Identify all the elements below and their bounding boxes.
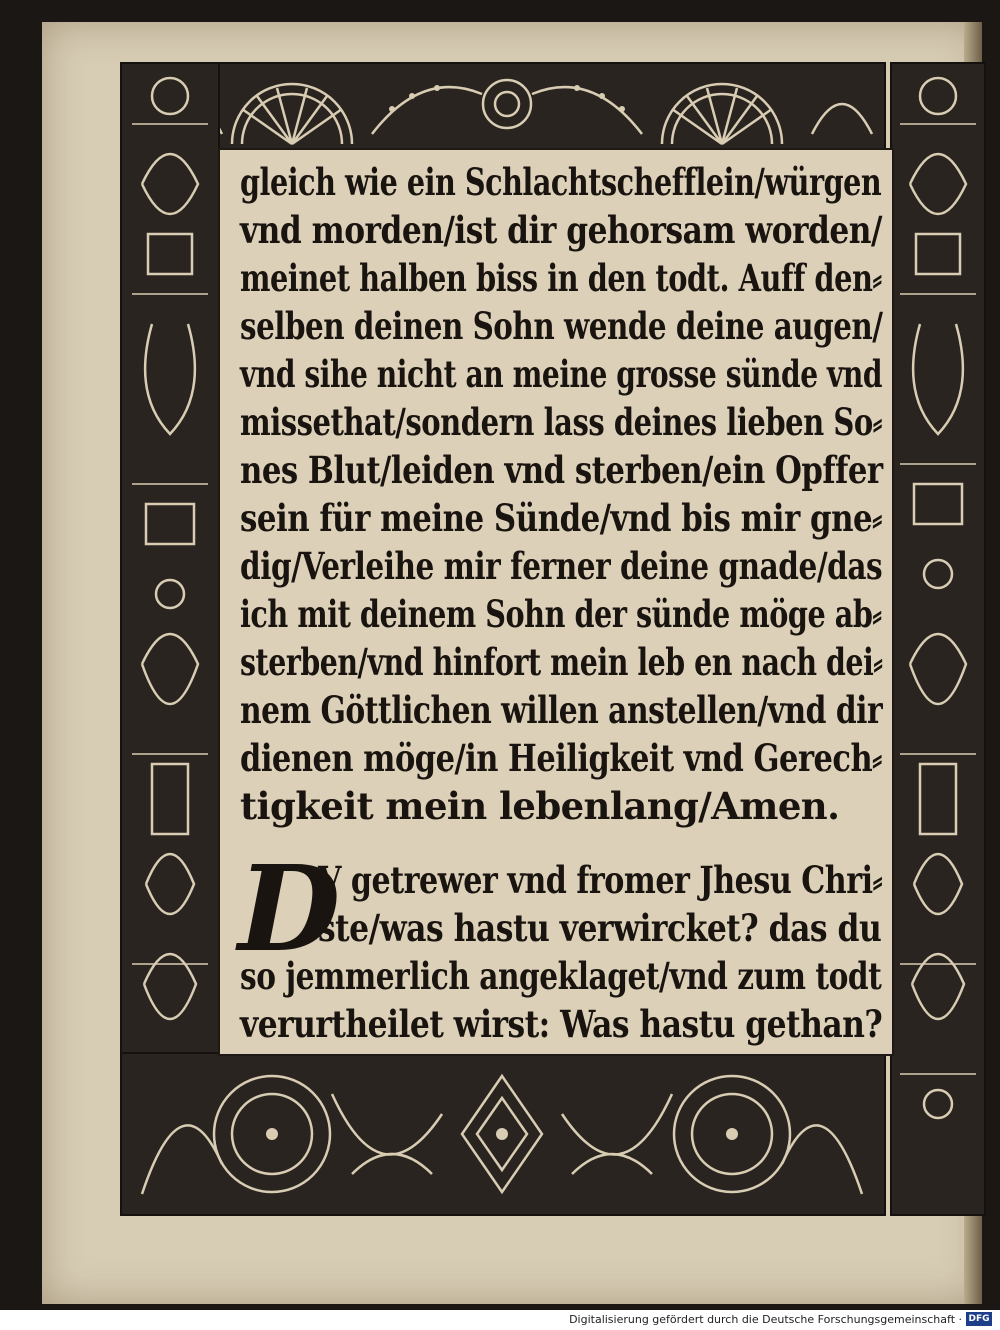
text-line: verurtheilet wirst: Was hastu gethan? — [240, 1002, 883, 1046]
ornament-border-left — [120, 62, 220, 1216]
text-line: V getrewer vnd fromer Jhesu Chri⸗ — [318, 858, 883, 902]
text-line: vnd sihe nicht an meine grosse sünde vnd — [240, 352, 883, 396]
text-line: sein für meine Sünde/vnd bis mir gne⸗ — [240, 496, 882, 540]
text-line: dienen möge/in Heiligkeit vnd Gerech⸗ — [240, 736, 882, 780]
text-line: vnd morden/ist dir gehorsam worden/ — [240, 208, 882, 252]
text-line: selben deinen Sohn wende deine augen/ — [240, 304, 883, 348]
ornament-border-bottom — [120, 1052, 886, 1216]
text-line: so jemmerlich angeklaget/vnd zum todt — [240, 954, 882, 998]
text-line: ich mit deinem Sohn der sünde möge ab⸗ — [240, 592, 882, 636]
ornament-border-right — [890, 62, 986, 1216]
dfg-logo: DFG — [966, 1312, 992, 1326]
text-line: gleich wie ein Schlachtschefflein/würgen — [240, 160, 882, 204]
candelabrum-ornament-left — [122, 64, 218, 1214]
text-line: missethat/sondern lass deines lieben So⸗ — [240, 400, 882, 444]
text-block — [218, 148, 894, 1056]
decorated-initial: D — [238, 839, 341, 978]
funding-credit: Digitalisierung gefördert durch die Deutsche Forschungsgemeinschaft · — [569, 1313, 962, 1326]
text-line: sterben/vnd hinfort mein leb en nach dei⸗ — [240, 640, 883, 684]
text-line: nem Göttlichen willen anstellen/vnd dir — [240, 688, 883, 732]
text-line: tigkeit mein lebenlang/Amen. — [240, 784, 840, 828]
text-line: nes Blut/leiden vnd sterben/ein Opffer — [240, 448, 883, 492]
ornament-border-top — [120, 62, 886, 154]
text-line: meinet halben biss in den todt. Auff den⸗ — [240, 256, 882, 300]
rinceau-ornament-bottom — [122, 1054, 884, 1214]
fan-ornament-graphic — [122, 64, 884, 152]
candelabrum-ornament-right — [892, 64, 984, 1214]
text-line: dig/Verleihe mir ferner deine gnade/das — [240, 544, 883, 588]
text-line: ste/was hastu verwircket? das du — [318, 906, 882, 950]
